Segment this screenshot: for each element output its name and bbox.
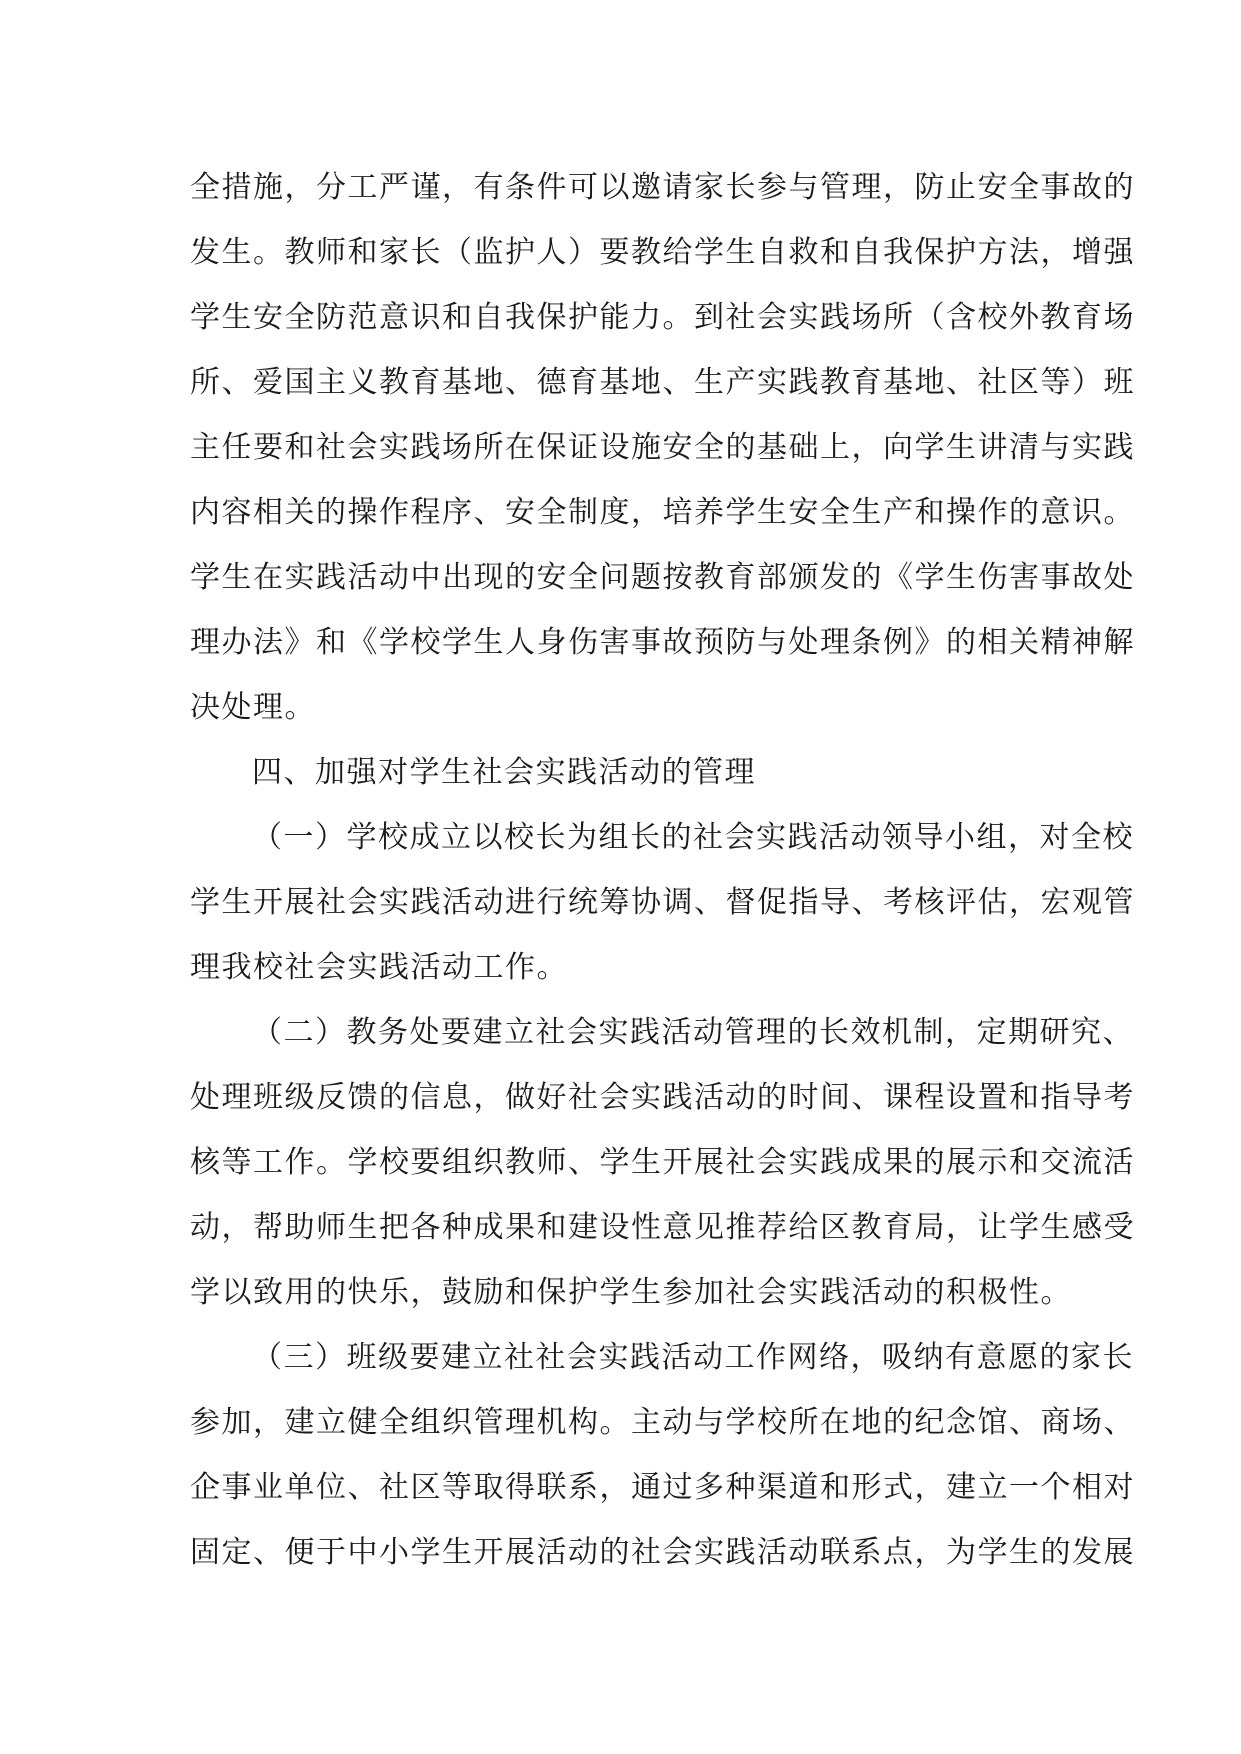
document-body <box>190 155 1135 1585</box>
text-line: 内容相关的操作程序、安全制度，培养学生安全生产和操作的意识。 <box>190 495 1135 530</box>
text-line: 发生。教师和家长（监护人）要教给学生自救和自我保护方法，增强 <box>190 235 1135 270</box>
text-line: （一）学校成立以校长为组长的社会实践活动领导小组，对全校 <box>252 820 1134 855</box>
text-line: 四、加强对学生社会实践活动的管理 <box>252 755 756 790</box>
text-line: 学生安全防范意识和自我保护能力。到社会实践场所（含校外教育场 <box>190 300 1135 335</box>
text-line: 动，帮助师生把各种成果和建设性意见推荐给区教育局，让学生感受 <box>190 1210 1135 1245</box>
text-line: 参加，建立健全组织管理机构。主动与学校所在地的纪念馆、商场、 <box>190 1405 1135 1440</box>
text-line: （三）班级要建立社社会实践活动工作网络，吸纳有意愿的家长 <box>252 1340 1134 1375</box>
text-line: （二）教务处要建立社会实践活动管理的长效机制，定期研究、 <box>252 1015 1134 1050</box>
text-line: 核等工作。学校要组织教师、学生开展社会实践成果的展示和交流活 <box>190 1145 1135 1180</box>
text-line: 学以致用的快乐，鼓励和保护学生参加社会实践活动的积极性。 <box>190 1275 1072 1310</box>
text-line: 固定、便于中小学生开展活动的社会实践活动联系点，为学生的发展 <box>190 1535 1135 1570</box>
text-line: 全措施，分工严谨，有条件可以邀请家长参与管理，防止安全事故的 <box>190 170 1135 205</box>
text-line: 企事业单位、社区等取得联系，通过多种渠道和形式，建立一个相对 <box>190 1470 1135 1505</box>
text-line: 学生开展社会实践活动进行统筹协调、督促指导、考核评估，宏观管 <box>190 885 1135 920</box>
text-line: 处理班级反馈的信息，做好社会实践活动的时间、课程设置和指导考 <box>190 1080 1135 1115</box>
text-line: 决处理。 <box>190 690 316 725</box>
text-line: 学生在实践活动中出现的安全问题按教育部颁发的《学生伤害事故处 <box>190 560 1135 595</box>
text-line: 理办法》和《学校学生人身伤害事故预防与处理条例》的相关精神解 <box>190 625 1135 660</box>
text-line: 主任要和社会实践场所在保证设施安全的基础上，向学生讲清与实践 <box>190 430 1135 465</box>
text-line: 理我校社会实践活动工作。 <box>190 950 568 985</box>
text-line: 所、爱国主义教育基地、德育基地、生产实践教育基地、社区等）班 <box>190 365 1135 400</box>
